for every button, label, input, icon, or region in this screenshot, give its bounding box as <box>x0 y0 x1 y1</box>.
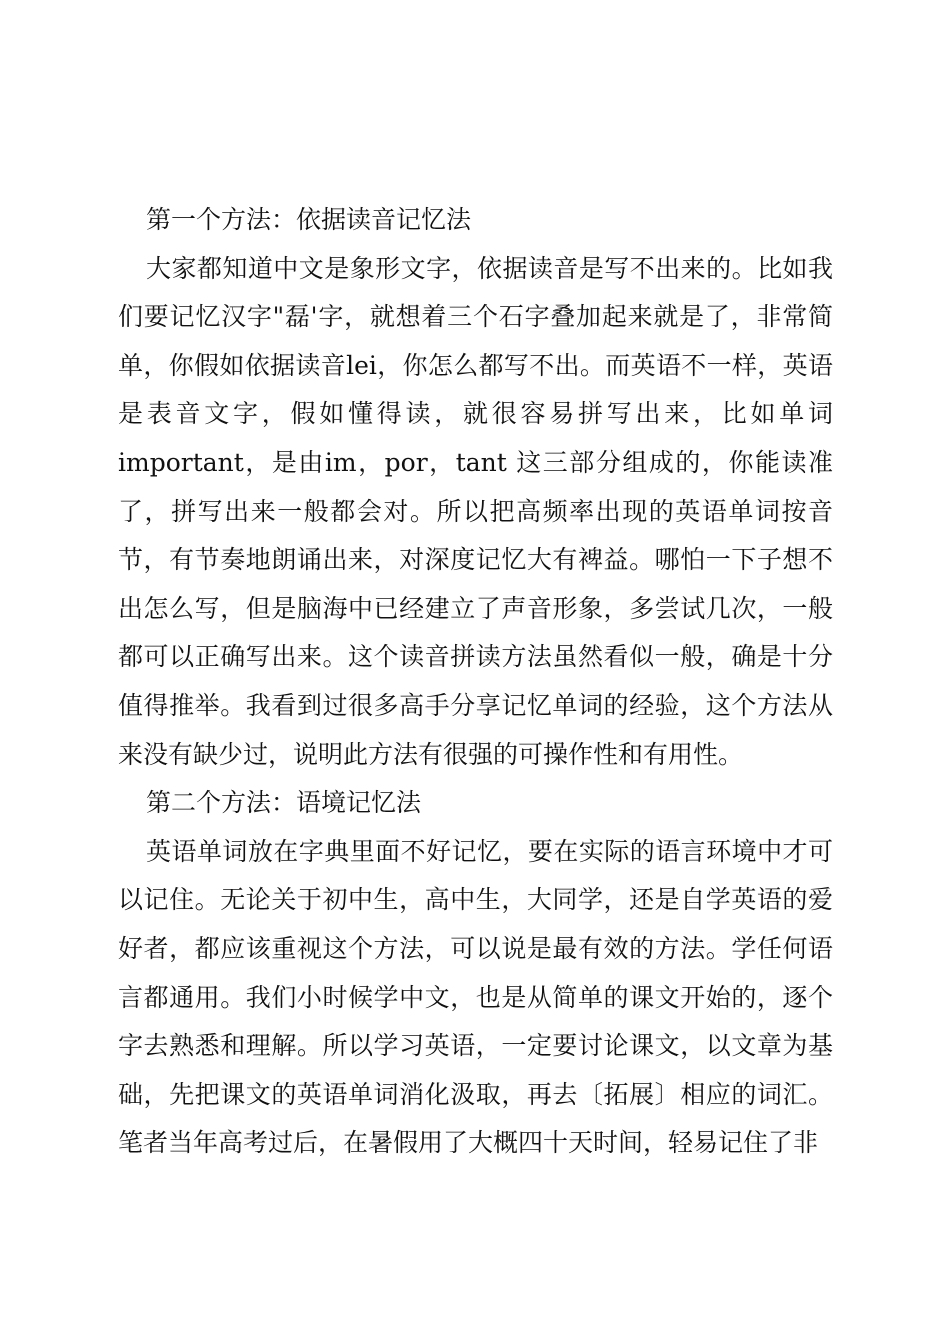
section-heading: 第一个方法：依据读音记忆法 <box>146 205 472 234</box>
section-paragraph: 英语单词放在字典里面不好记忆，要在实际的语言环境中才可以记住。无论关于初中生，高中生，大同学，还是自学英语的爱好者，都应该重视这个方法，可以说是最有效的方法。学任何语言都通用。我们小时候学中文，也是从简单的课文开始的，逐个字去熟悉和理解。所以学习英语，一定要讨论课文，以文章为基础，先把课文的英语单词消化汲取，再去〔拓展〕相应的词汇。笔者当年高考过后，在暑假用了大概四十天时间，轻易记住了非 <box>118 836 833 1158</box>
document-body <box>118 196 833 1168</box>
section-heading: 第二个方法：语境记忆法 <box>146 788 422 818</box>
section-paragraph: 大家都知道中文是象形文字，依据读音是写不出来的。比如我们要记忆汉字"磊'字，就想着三个石字叠加起来就是了，非常简单，你假如依据读音lei，你怎么都写不出。而英语不一样，英语是表音文字，假如懂得读，就很容易拼写出来，比如单词important，是由im，por，tant 这三部分组成的，你能读准了，拼写出来一般都会对。所以把高频率出现的英语单词按音节，有节奏地朗诵出来，对深度记忆大有裨益。哪怕一下子想不出怎么写，但是脑海中已经建立了声音形象，多尝试几次，一般都可以正确写出来。这个读音拼读方法虽然看似一般，确是十分值得推举。我看到过很多高手分享记忆单词的经验，这个方法从来没有缺少过，说明此方法有很强的可操作性和有用性。 <box>118 253 833 769</box>
